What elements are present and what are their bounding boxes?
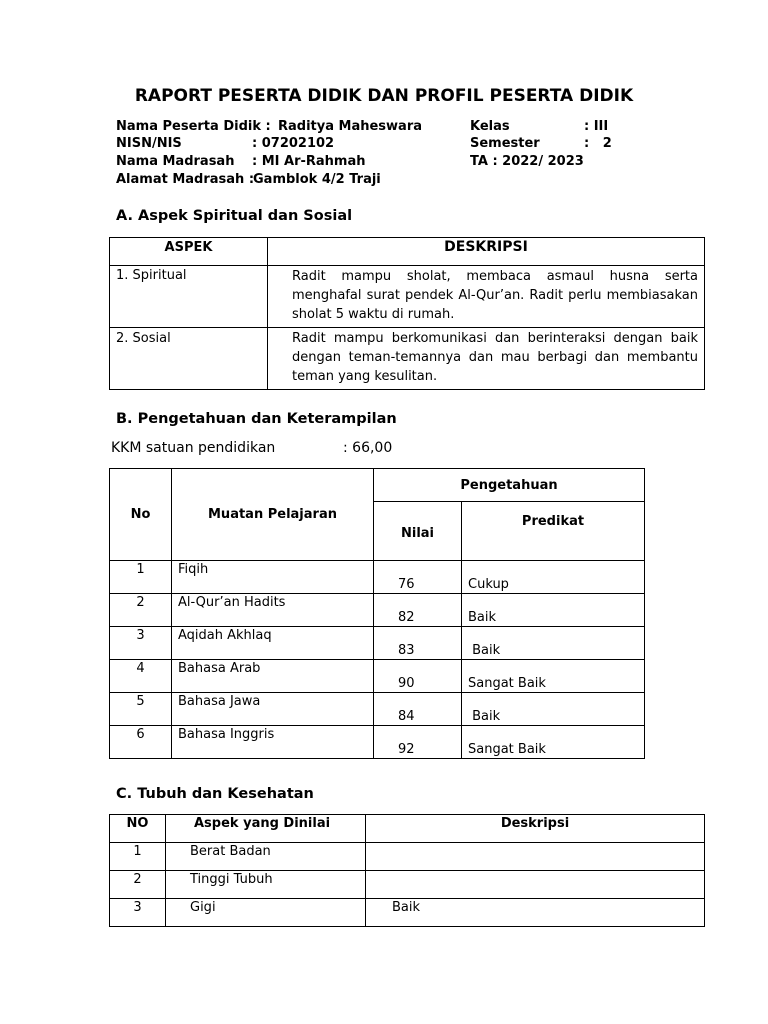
predikat-cell: Baik <box>462 594 645 627</box>
no-cell: 1 <box>110 843 166 871</box>
kkm-value: : 66,00 <box>343 440 393 456</box>
spiritual-social-table <box>109 237 705 390</box>
nilai-cell: 76 <box>374 561 462 594</box>
header-predikat: Predikat <box>462 502 645 561</box>
kelas-label: Kelas <box>470 119 510 134</box>
mapel-cell: Al-Qur’an Hadits <box>172 594 374 627</box>
table-row <box>110 561 645 594</box>
table-row <box>110 726 645 759</box>
no-cell: 3 <box>110 899 166 927</box>
mapel-cell: Aqidah Akhlaq <box>172 627 374 660</box>
table-row <box>110 899 705 927</box>
no-cell: 6 <box>110 726 172 759</box>
deskripsi-cell <box>366 843 705 871</box>
tahun-ajaran: TA : 2022/ 2023 <box>470 154 584 169</box>
no-cell: 5 <box>110 693 172 726</box>
address-label: Alamat Madrasah : <box>116 172 255 187</box>
madrasah-label: Nama Madrasah <box>116 154 235 169</box>
no-cell: 2 <box>110 871 166 899</box>
kelas-value: : III <box>584 119 609 134</box>
deskripsi-cell: Radit mampu sholat, membaca asmaul husna serta menghafal surat pendek Al-Qur’an. Radit perlu membiasakan sholat 5 waktu di rumah. <box>268 266 705 328</box>
aspek-cell: Berat Badan <box>166 843 366 871</box>
header-aspek: Aspek yang Dinilai <box>166 815 366 843</box>
header-no: No <box>110 469 172 561</box>
section-b-title: B. Pengetahuan dan Keterampilan <box>116 411 397 427</box>
table-row <box>110 693 645 726</box>
mapel-cell: Bahasa Jawa <box>172 693 374 726</box>
address-value: Gamblok 4/2 Traji <box>253 172 381 187</box>
no-cell: 2 <box>110 594 172 627</box>
header-deskripsi: Deskripsi <box>366 815 705 843</box>
no-cell: 1 <box>110 561 172 594</box>
nilai-cell: 82 <box>374 594 462 627</box>
table-row <box>110 660 645 693</box>
nisn-label: NISN/NIS <box>116 136 182 151</box>
header-pengetahuan: Pengetahuan <box>374 469 645 502</box>
predikat-cell: Baik <box>462 693 645 726</box>
aspek-cell: 1. Spiritual <box>110 266 268 328</box>
semester-label: Semester <box>470 136 540 151</box>
grades-table <box>109 468 645 759</box>
health-table <box>109 814 705 927</box>
table-row <box>110 843 705 871</box>
aspek-cell: Tinggi Tubuh <box>166 871 366 899</box>
header-deskripsi: DESKRIPSI <box>268 238 705 266</box>
mapel-cell: Bahasa Inggris <box>172 726 374 759</box>
madrasah-value: : MI Ar-Rahmah <box>252 154 366 169</box>
nisn-value: : 07202102 <box>252 136 335 151</box>
deskripsi-cell <box>366 871 705 899</box>
table-row <box>110 328 705 390</box>
table-row <box>110 871 705 899</box>
kkm-label: KKM satuan pendidikan <box>111 440 276 456</box>
header-aspek: ASPEK <box>110 238 268 266</box>
page-title: RAPORT PESERTA DIDIK DAN PROFIL PESERTA DIDIK <box>134 86 634 106</box>
semester-value: : 2 <box>584 136 612 151</box>
name-value: Raditya Maheswara <box>278 119 423 134</box>
nilai-cell: 92 <box>374 726 462 759</box>
section-c-title: C. Tubuh dan Kesehatan <box>116 786 314 802</box>
table-row <box>110 594 645 627</box>
no-cell: 4 <box>110 660 172 693</box>
deskripsi-cell: Baik <box>366 899 705 927</box>
nilai-cell: 84 <box>374 693 462 726</box>
deskripsi-cell: Radit mampu berkomunikasi dan berinteraksi dengan baik dengan teman-temannya dan mau berbagi dan membantu teman yang kesulitan. <box>268 328 705 390</box>
predikat-cell: Baik <box>462 627 645 660</box>
mapel-cell: Bahasa Arab <box>172 660 374 693</box>
mapel-cell: Fiqih <box>172 561 374 594</box>
name-label: Nama Peserta Didik : <box>116 119 271 134</box>
predikat-cell: Sangat Baik <box>462 660 645 693</box>
section-a-title: A. Aspek Spiritual dan Sosial <box>116 208 353 224</box>
header-nilai: Nilai <box>374 502 462 561</box>
header-muatan: Muatan Pelajaran <box>172 469 374 561</box>
aspek-cell: 2. Sosial <box>110 328 268 390</box>
header-no: NO <box>110 815 166 843</box>
no-cell: 3 <box>110 627 172 660</box>
table-row <box>110 266 705 328</box>
table-row <box>110 627 645 660</box>
predikat-cell: Cukup <box>462 561 645 594</box>
nilai-cell: 83 <box>374 627 462 660</box>
predikat-cell: Sangat Baik <box>462 726 645 759</box>
aspek-cell: Gigi <box>166 899 366 927</box>
nilai-cell: 90 <box>374 660 462 693</box>
